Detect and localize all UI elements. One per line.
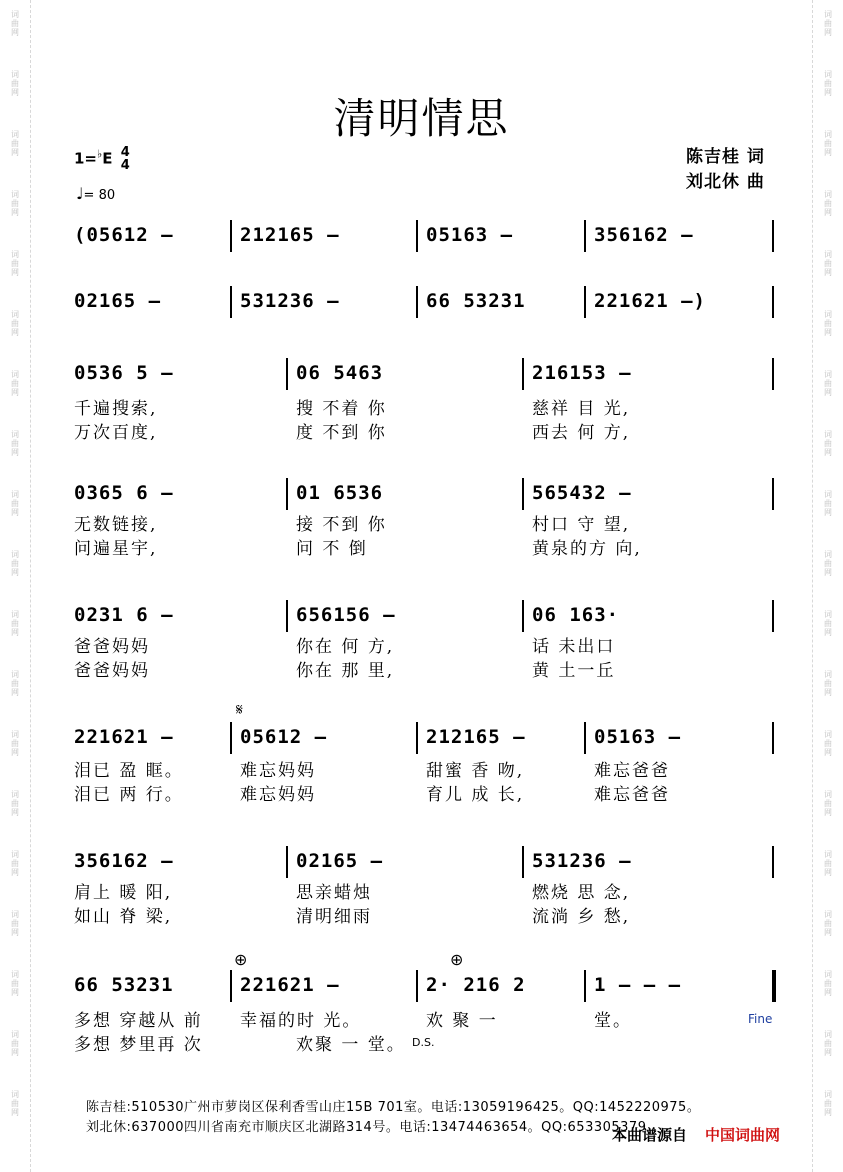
measure: 05163 – (594, 726, 682, 748)
segno-icon: 𝄋 (236, 700, 243, 719)
measure: (05612 – (74, 224, 174, 246)
lyric-row (64, 902, 778, 926)
watermark-text: 词 曲 网 (11, 730, 19, 757)
watermark-text: 词 曲 网 (824, 70, 832, 97)
bar-line (416, 220, 418, 252)
watermark-text: 词 曲 网 (11, 430, 19, 457)
bar-line (286, 846, 288, 878)
lyric-phrase: 泪已 盈 眶。 (74, 761, 184, 781)
lyric-phrase: 难忘爸爸 (594, 785, 670, 805)
music-row (64, 286, 778, 320)
lyric-phrase: 爸爸妈妈 (74, 661, 150, 681)
watermark-text: 词 曲 网 (11, 670, 19, 697)
lyric-phrase: 万次百度, (74, 423, 158, 443)
bar-line (522, 846, 524, 878)
measure: 2· 216 2 (426, 974, 526, 996)
lyric-phrase: 泪已 两 行。 (74, 785, 184, 805)
bar-line (230, 286, 232, 318)
watermark-text: 词 曲 网 (824, 130, 832, 157)
music-row (64, 846, 778, 880)
bar-line (772, 286, 774, 318)
source-text: 本曲谱源自 (612, 1126, 688, 1144)
lyric-row (64, 1006, 778, 1030)
measure: 221621 – (74, 726, 174, 748)
lyric-phrase: 问 不 倒 (296, 539, 368, 559)
time-beats: 4 (120, 145, 130, 160)
measure: 221621 – (240, 974, 340, 996)
watermark-text: 词 曲 网 (824, 10, 832, 37)
bar-line (584, 286, 586, 318)
bar-line (584, 220, 586, 252)
key-note: E (102, 149, 113, 168)
ds-marking: D.S. (412, 1036, 435, 1049)
bar-line (416, 970, 418, 1002)
lyric-phrase: 搜 不着 你 (296, 399, 387, 419)
watermark-text: 词 曲 网 (11, 310, 19, 337)
bar-line (772, 358, 774, 390)
music-row (64, 358, 778, 392)
lyric-phrase: 堂。 (594, 1011, 632, 1031)
bar-line (416, 722, 418, 754)
lyric-row (64, 510, 778, 534)
watermark-text: 词 曲 网 (824, 910, 832, 937)
lyric-phrase: 流淌 乡 愁, (532, 907, 631, 927)
lyric-row (64, 534, 778, 558)
lyric-phrase: 接 不到 你 (296, 515, 387, 535)
bar-line (772, 600, 774, 632)
time-unit: 4 (120, 158, 130, 173)
fine-marking: Fine (748, 1012, 773, 1026)
music-row (64, 722, 778, 756)
composer-address: 刘北休:637000四川省南充市顺庆区北湖路314号。电话:13474463654。QQ:653305379 (86, 1120, 647, 1135)
watermark-text: 词 曲 网 (824, 730, 832, 757)
lyric-phrase: 幸福的时 光。 (240, 1011, 362, 1031)
measure: 05163 – (426, 224, 514, 246)
watermark-text: 词 曲 网 (11, 550, 19, 577)
watermark-text: 词 曲 网 (824, 610, 832, 637)
measure: 66 53231 (426, 290, 526, 312)
lyric-phrase: 千遍搜索, (74, 399, 158, 419)
music-row (64, 600, 778, 634)
time-signature (121, 146, 130, 172)
lyric-phrase: 话 未出口 (532, 637, 616, 657)
watermark-text: 词 曲 网 (11, 190, 19, 217)
lyric-phrase: 黄泉的方 向, (532, 539, 642, 559)
lyric-phrase: 你在 那 里, (296, 661, 395, 681)
composer-credit: 刘北休 曲 (686, 172, 765, 192)
watermark-text: 词 曲 网 (11, 1090, 19, 1117)
watermark-text: 词 曲 网 (824, 430, 832, 457)
lyric-phrase: 村口 守 望, (532, 515, 631, 535)
song-title: 清明情思 (333, 94, 510, 143)
watermark-text: 词 曲 网 (824, 250, 832, 277)
lyricist-credit: 陈吉桂 词 (686, 147, 765, 167)
lyric-phrase: 欢聚 一 堂。 (296, 1035, 406, 1055)
measure: 221621 –) (594, 290, 706, 312)
measure: 0536 5 – (74, 362, 174, 384)
bar-line (522, 478, 524, 510)
key-signature (74, 146, 130, 172)
lyric-phrase: 燃烧 思 念, (532, 883, 631, 903)
bar-line (584, 970, 586, 1002)
measure: 216153 – (532, 362, 632, 384)
watermark-text: 词 曲 网 (824, 490, 832, 517)
lyric-phrase: 如山 脊 梁, (74, 907, 173, 927)
bar-line (522, 600, 524, 632)
measure: 1 – – – (594, 974, 682, 996)
bar-line (772, 478, 774, 510)
bar-line (772, 722, 774, 754)
watermark-text: 词 曲 网 (11, 610, 19, 637)
lyric-row (64, 756, 778, 780)
watermark-text: 词 曲 网 (824, 1030, 832, 1057)
lyric-row (64, 780, 778, 804)
site-name-link[interactable]: 中国词曲网 (705, 1126, 781, 1144)
measure: 02165 – (296, 850, 384, 872)
music-row (64, 970, 778, 1004)
watermark-text: 词 曲 网 (11, 250, 19, 277)
measure: 212165 – (240, 224, 340, 246)
watermark-text: 词 曲 网 (824, 310, 832, 337)
bar-line (286, 478, 288, 510)
lyric-row (64, 418, 778, 442)
measure: 531236 – (532, 850, 632, 872)
left-watermark-strip (0, 0, 31, 1172)
watermark-text: 词 曲 网 (11, 790, 19, 817)
lyric-phrase: 欢 聚 一 (426, 1011, 498, 1031)
bar-line (286, 600, 288, 632)
watermark-text: 词 曲 网 (11, 10, 19, 37)
watermark-text: 词 曲 网 (824, 190, 832, 217)
lyric-phrase: 难忘爸爸 (594, 761, 670, 781)
bar-line (584, 722, 586, 754)
lyric-phrase: 甜蜜 香 吻, (426, 761, 525, 781)
measure: 356162 – (594, 224, 694, 246)
lyric-phrase: 西去 何 方, (532, 423, 631, 443)
watermark-text: 词 曲 网 (824, 1090, 832, 1117)
lyric-row (64, 394, 778, 418)
watermark-text: 词 曲 网 (824, 970, 832, 997)
measure: 0365 6 – (74, 482, 174, 504)
lyric-phrase: 清明细雨 (296, 907, 372, 927)
coda-icon: ⊕ (450, 950, 464, 969)
tempo-value: = 80 (83, 188, 116, 203)
watermark-text: 词 曲 网 (11, 1030, 19, 1057)
bar-line (286, 358, 288, 390)
lyricist-address: 陈吉桂:510530广州市萝岗区保利香雪山庄15B 701室。电话:13059196425。QQ:1452220975。 (86, 1100, 701, 1115)
key-prefix: 1= (74, 149, 98, 168)
watermark-text: 词 曲 网 (11, 850, 19, 877)
measure: 06 5463 (296, 362, 384, 384)
bar-line (522, 358, 524, 390)
lyric-phrase: 肩上 暖 阳, (74, 883, 173, 903)
coda-icon: ⊕ (234, 950, 248, 969)
measure: 01 6536 (296, 482, 384, 504)
lyric-phrase: 慈祥 目 光, (532, 399, 631, 419)
bar-line (230, 970, 232, 1002)
lyric-phrase: 思亲蜡烛 (296, 883, 372, 903)
watermark-text: 词 曲 网 (824, 790, 832, 817)
lyric-phrase: 爸爸妈妈 (74, 637, 150, 657)
watermark-text: 词 曲 网 (11, 370, 19, 397)
watermark-text: 词 曲 网 (11, 910, 19, 937)
lyric-row (64, 878, 778, 902)
flat-sign: ♭ (97, 147, 103, 161)
lyric-row (64, 656, 778, 680)
quarter-note-icon: ♩ (76, 184, 84, 203)
lyric-phrase: 多想 穿越从 前 (74, 1011, 203, 1031)
bar-line (772, 220, 774, 252)
watermark-text: 词 曲 网 (824, 850, 832, 877)
measure: 05612 – (240, 726, 328, 748)
lyric-phrase: 无数链接, (74, 515, 158, 535)
lyric-phrase: 度 不到 你 (296, 423, 387, 443)
tempo-marking (76, 184, 115, 203)
watermark-text: 词 曲 网 (11, 490, 19, 517)
source-label (612, 1124, 780, 1145)
lyric-phrase: 黄 土一丘 (532, 661, 616, 681)
measure: 356162 – (74, 850, 174, 872)
music-row (64, 220, 778, 254)
watermark-text: 词 曲 网 (11, 970, 19, 997)
measure: 06 163· (532, 604, 620, 626)
measure: 212165 – (426, 726, 526, 748)
measure: 0231 6 – (74, 604, 174, 626)
watermark-text: 词 曲 网 (824, 550, 832, 577)
measure: 66 53231 (74, 974, 174, 996)
lyric-phrase: 问遍星宇, (74, 539, 158, 559)
right-watermark-strip (812, 0, 843, 1172)
watermark-text: 词 曲 网 (11, 70, 19, 97)
lyric-phrase: 多想 梦里再 次 (74, 1035, 203, 1055)
music-row (64, 478, 778, 512)
lyric-phrase: 难忘妈妈 (240, 761, 316, 781)
bar-line (772, 970, 776, 1002)
measure: 565432 – (532, 482, 632, 504)
lyric-phrase: 你在 何 方, (296, 637, 395, 657)
measure: 656156 – (296, 604, 396, 626)
measure: 02165 – (74, 290, 162, 312)
measure: 531236 – (240, 290, 340, 312)
watermark-text: 词 曲 网 (11, 130, 19, 157)
lyric-row (64, 632, 778, 656)
bar-line (230, 722, 232, 754)
lyric-phrase: 难忘妈妈 (240, 785, 316, 805)
watermark-text: 词 曲 网 (824, 670, 832, 697)
lyric-phrase: 育儿 成 长, (426, 785, 525, 805)
bar-line (416, 286, 418, 318)
bar-line (772, 846, 774, 878)
bar-line (230, 220, 232, 252)
watermark-text: 词 曲 网 (824, 370, 832, 397)
